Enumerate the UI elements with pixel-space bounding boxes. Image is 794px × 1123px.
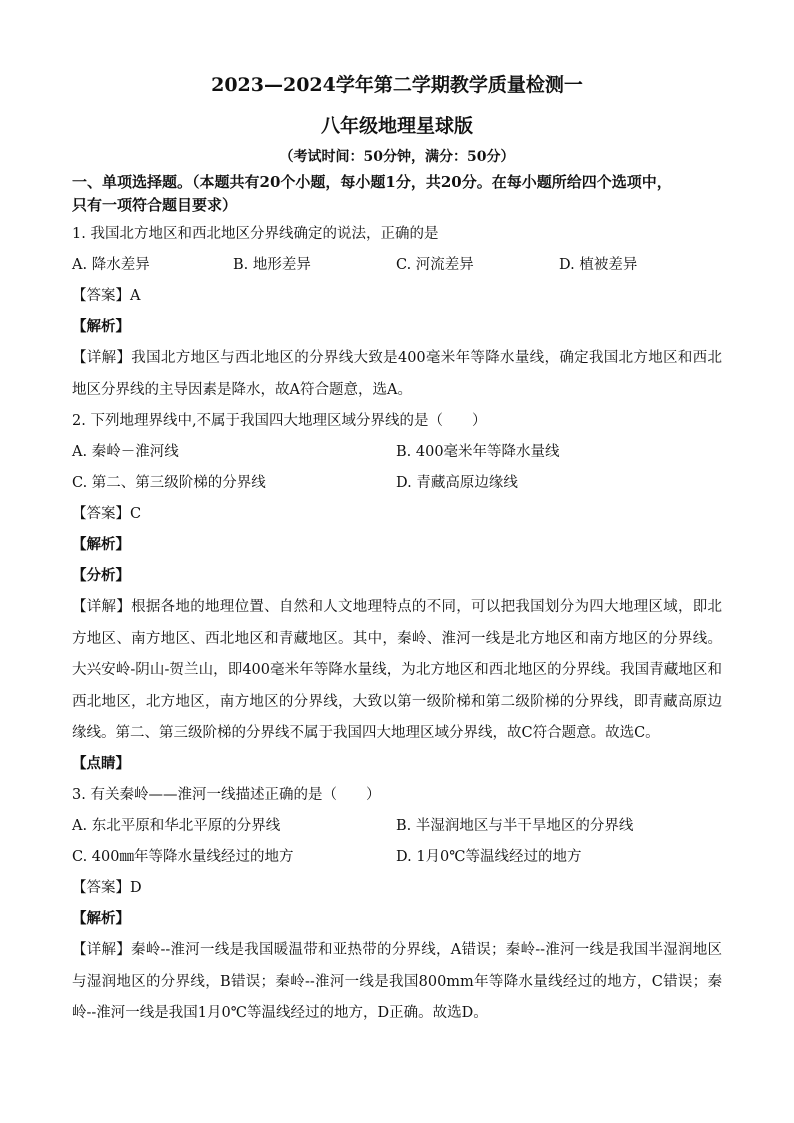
question-1-answer: 【答案】A xyxy=(72,288,141,304)
question-3-detail: 【详解】秦岭--淮河一线是我国暖温带和亚热带的分界线，A错误；秦岭--淮河一线是我国半湿润地区与湿润地区的分界线，B错误；秦岭--淮河一线是我国800mm年等降水量线经过的地方，C错误；秦岭--淮河一线是我国1月0℃等温线经过的地方，D正确。故选D。 xyxy=(72,942,722,1021)
question-2-option-b: B. 400毫米年等降水量线 xyxy=(396,444,560,460)
exam-title: 2023—2024学年第二学期教学质量检测一 xyxy=(211,74,583,96)
question-2-option-d: D. 青藏高原边缘线 xyxy=(396,475,518,491)
question-2-answer: 【答案】C xyxy=(72,506,142,522)
question-3-option-b: B. 半湿润地区与半干旱地区的分界线 xyxy=(396,818,634,834)
question-1-analysis-label: 【解析】 xyxy=(72,318,130,335)
section-heading-line1: 一、单项选择题。（本题共有20个小题，每小题1分，共20分。在每小题所给四个选项中， xyxy=(72,173,672,191)
question-3-answer: 【答案】D xyxy=(72,880,142,896)
question-3-analysis-label: 【解析】 xyxy=(72,910,130,927)
question-1-option-c: C. 河流差异 xyxy=(396,257,474,273)
question-1-stem: 1. 我国北方地区和西北地区分界线确定的说法，正确的是 xyxy=(72,226,439,242)
section-heading-line2: 只有一项符合题目要求） xyxy=(72,196,238,214)
question-1-option-a: A. 降水差异 xyxy=(72,257,150,273)
question-2-option-c: C. 第二、第三级阶梯的分界线 xyxy=(72,475,266,491)
exam-info: （考试时间：50分钟，满分：50分） xyxy=(279,149,515,165)
exam-subtitle: 八年级地理星球版 xyxy=(320,115,473,137)
question-1-detail: 【详解】我国北方地区与西北地区的分界线大致是400毫米年等降水量线，确定我国北方地区和西北地区分界线的主导因素是降水，故A符合题意，选A。 xyxy=(72,350,722,398)
question-3-option-a: A. 东北平原和华北平原的分界线 xyxy=(72,818,281,834)
question-1-option-b: B. 地形差异 xyxy=(233,257,311,273)
question-2-dianjing-label: 【点睛】 xyxy=(72,755,130,772)
question-2-detail: 【详解】根据各地的地理位置、自然和人文地理特点的不同，可以把我国划分为四大地理区域，即北方地区、南方地区、西北地区和青藏地区。其中，秦岭、淮河一线是北方地区和南方地区的分界线。大兴安岭-阴山-贺兰山，即400毫米年等降水量线，为北方地区和西北地区的分界线。我国青藏地区和西北地区，北方地区，南方地区的分界线，大致以第一级阶梯和第二级阶梯的分界线，即青藏高原边缘线。第二、第三级阶梯的分界线不属于我国四大地理区域分界线，故C符合题意。故选C。 xyxy=(72,599,722,741)
question-2-option-a: A. 秦岭－淮河线 xyxy=(72,444,179,460)
question-2-fenxi-label: 【分析】 xyxy=(72,567,130,584)
question-2-stem: 2. 下列地理界线中,不属于我国四大地理区域分界线的是（ ） xyxy=(72,413,487,429)
question-1-option-d: D. 植被差异 xyxy=(559,257,638,273)
question-3-option-d: D. 1月0℃等温线经过的地方 xyxy=(396,849,582,865)
question-2-analysis-label: 【解析】 xyxy=(72,536,130,553)
question-3-option-c: C. 400㎜年等降水量线经过的地方 xyxy=(72,849,294,865)
question-3-stem: 3. 有关秦岭——淮河一线描述正确的是（ ） xyxy=(72,787,381,803)
